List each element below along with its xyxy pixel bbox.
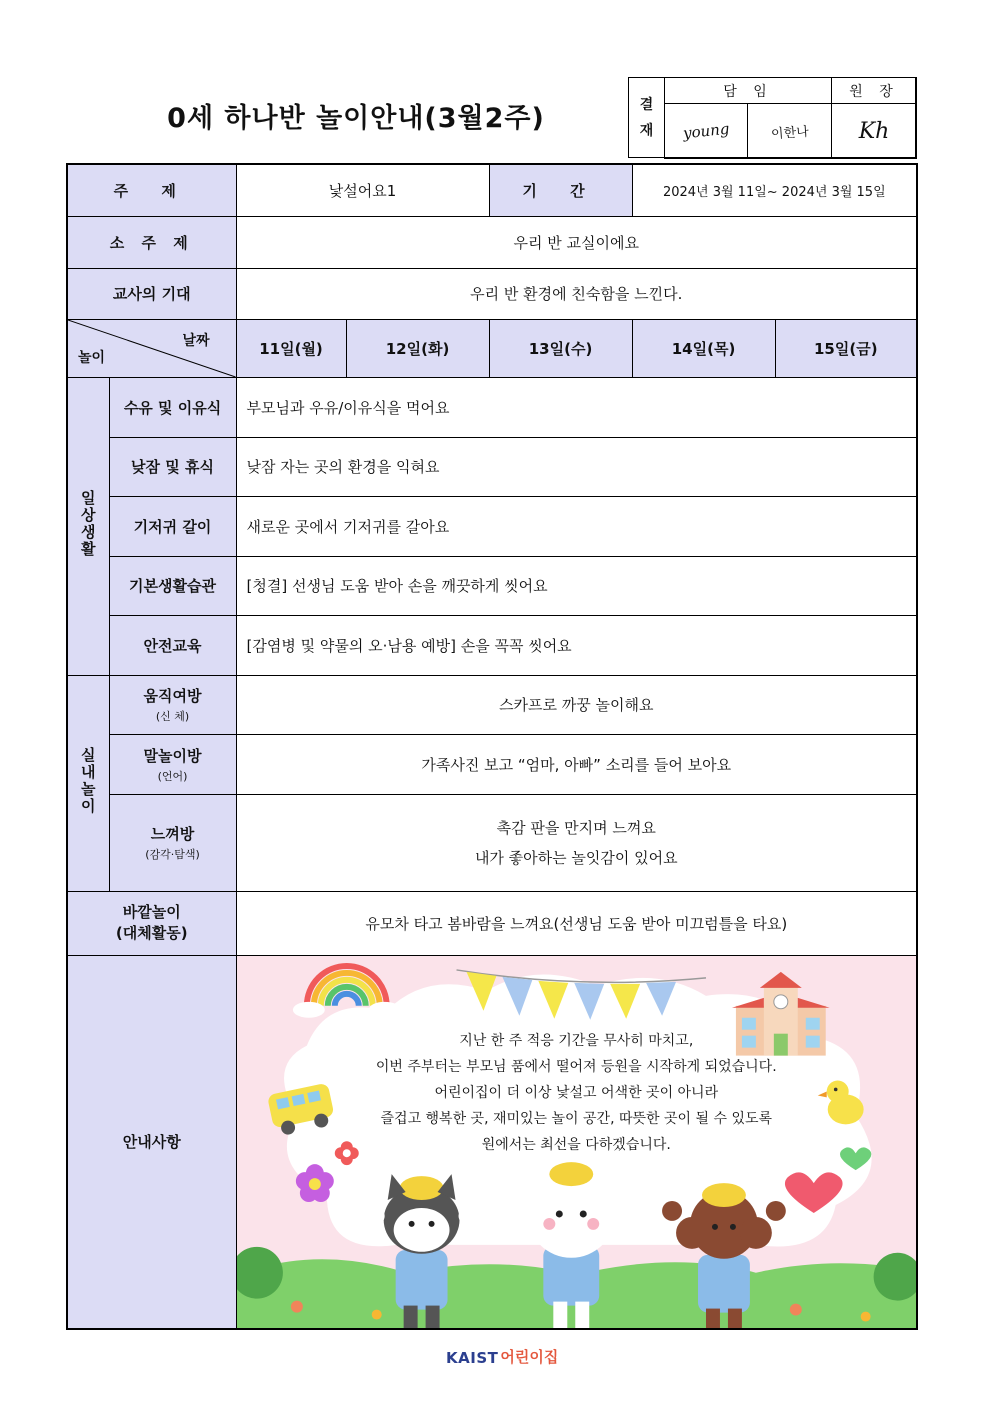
- date-play-header: [67, 319, 236, 377]
- notice-message: 지난 한 주 적응 기간을 무사히 마치고, 이번 주부터는 부모님 품에서 떨어져 등원을 시작하게 되었습니다. 어린이집이 더 이상 낯설고 어색한 곳이 아니라 즐겁고 행복한 곳, 재미있는 놀이 공간, 따뜻한 곳이 될 수 있도록 원에서는 최선을 다하겠습니다.: [375, 1032, 777, 1153]
- daily-row-label: 안전교육: [109, 615, 236, 675]
- theme-value: 낯설어요1: [236, 164, 489, 216]
- play-plan-table: [66, 163, 918, 1330]
- period-value: 2024년 3월 11일~ 2024년 3월 15일: [632, 164, 917, 216]
- daily-row-text: 부모님과 우유/이유식을 먹어요: [236, 377, 917, 437]
- notice-label: 안내사항: [67, 955, 236, 1329]
- subtheme-label: 소 주 제: [67, 216, 236, 268]
- signature-text: young: [681, 119, 731, 143]
- indoor-row-label: 움직여방 (신 체): [109, 675, 236, 734]
- approval-box: [628, 77, 916, 158]
- signature-text: Kh: [858, 118, 890, 144]
- daily-row-text: [청결] 선생님 도움 받아 손을 깨끗하게 씻어요: [236, 556, 917, 615]
- indoor-row-text: 스카프로 까꿍 놀이해요: [236, 675, 917, 734]
- daily-row-label: 기저귀 갈이: [109, 496, 236, 556]
- outdoor-play-text: 유모차 타고 봄바람을 느껴요(선생님 도움 받아 미끄럼틀을 타요): [236, 891, 917, 955]
- indoor-row-label: 느껴방 (감각·탐색): [109, 794, 236, 891]
- indoor-row-text: 촉감 판을 만지며 느껴요 내가 좋아하는 놀잇감이 있어요: [236, 794, 917, 891]
- notice-illustration: [236, 955, 917, 1329]
- page-title: 0세 하나반 놀이안내(3월2주): [167, 103, 545, 134]
- outdoor-play-label: 바깥놀이 (대체활동): [67, 891, 236, 955]
- daily-row-text: 새로운 곳에서 기저귀를 갈아요: [236, 496, 917, 556]
- indoor-row-text: 가족사진 보고 “엄마, 아빠” 소리를 들어 보아요: [236, 734, 917, 794]
- signature-text: 이한나: [770, 124, 809, 142]
- day-header: 14일(목): [632, 319, 775, 377]
- signature-1: [664, 103, 748, 159]
- daily-row-text: 낮잠 자는 곳의 환경을 익혀요: [236, 437, 917, 496]
- signature-3: [831, 103, 917, 159]
- kaist-daycare-logo: [446, 1346, 558, 1367]
- day-header: 11일(월): [236, 319, 346, 377]
- day-header: 15일(금): [775, 319, 917, 377]
- day-header: 13일(수): [489, 319, 632, 377]
- day-header: 12일(화): [346, 319, 489, 377]
- indoor-play-group: 실내놀이: [67, 675, 109, 891]
- logo-daycare: 어린이집: [500, 1348, 559, 1366]
- daily-row-text: [감염병 및 약물의 오·남용 예방] 손을 꼭꼭 씻어요: [236, 615, 917, 675]
- play-label: 놀이: [78, 349, 106, 366]
- logo-brand: KAIST: [446, 1349, 499, 1367]
- director-header: 원 장: [831, 77, 917, 104]
- indoor-row-label: 말놀이방 (언어): [109, 734, 236, 794]
- teacher-expectation-label: 교사의 기대: [67, 268, 236, 319]
- daily-life-group: 일상생활: [67, 377, 109, 675]
- date-label: 날짜: [182, 332, 210, 349]
- daily-row-label: 낮잠 및 휴식: [109, 437, 236, 496]
- approval-label: 결 재: [628, 77, 665, 158]
- subtheme-value: 우리 반 교실이에요: [236, 216, 917, 268]
- teacher-expectation-value: 우리 반 환경에 친숙함을 느낀다.: [236, 268, 917, 319]
- period-label: 기 간: [489, 164, 632, 216]
- signature-2: [747, 103, 832, 159]
- head-teacher-header: 담 임: [664, 77, 832, 104]
- theme-label: 주 제: [67, 164, 236, 216]
- daily-row-label: 기본생활습관: [109, 556, 236, 615]
- daily-row-label: 수유 및 이유식: [109, 377, 236, 437]
